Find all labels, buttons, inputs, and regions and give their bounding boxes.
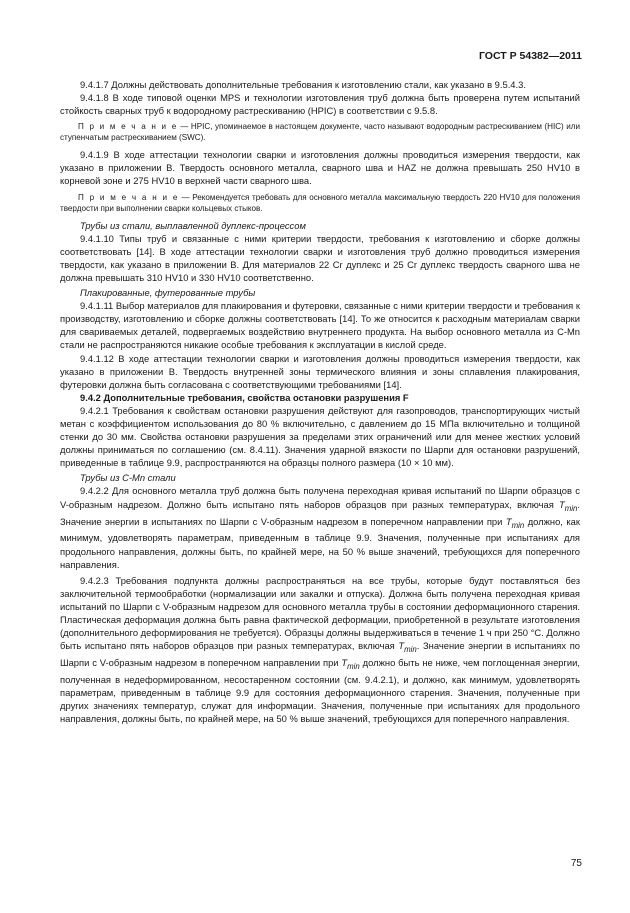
clause-9-4-1-10: 9.4.1.10 Типы труб и связанные с ними критерии твердости, требования к изготовлению и сборке должны соответствовать [14]. В ходе аттестации технологии сварки и изготовления труб должно проводиться измерения твердости, как указано в приложении B. Для материалов 22 Cr дуплекс и 25 Cr дуплекс твердость сварного шва не должна превышать 310 HV10 и 330 HV10 соответственно.	[60, 232, 580, 283]
text-run: . Значение энергии в испытаниях по Шарпи с V-образным надрезом в поперечном направлении при	[60, 498, 580, 527]
standard-header: ГОСТ Р 54382—2011	[478, 50, 582, 62]
text-run: . Значение энергии в испытаниях по Шарпи с V-образным надрезом в поперечном направлении при	[60, 640, 581, 669]
note-hardness	[60, 192, 580, 214]
clause-9-4-1-7: 9.4.1.7 Должны действовать дополнительные требования к изготовлению стали, как указано в 9.5.4.3.	[80, 79, 526, 90]
text-run: 9.4.2.2 Для основного металла труб должна быть получена переходная кривая испытаний по Шарпи образцов с V-образным надрезом. Должно быть испытано пять наборов образцов при разных температурах, включая	[60, 485, 580, 510]
clause-9-4-1-9: 9.4.1.9 В ходе аттестации технологии сварки и изготовления должны проводиться измерения твердости, как указано в приложении B. Твердость основного металла, сварного шва и HAZ не должна превышать 250 HV10 в корневой зоне и 275 HV10 в верхней части сварного шва.	[60, 149, 580, 187]
clause-9-4-1-12: 9.4.1.12 В ходе аттестации технологии сварки и изготовления должны проводиться измерения твердости, как указано в приложении B. Твердость внутренней зоны термического влияния и зоны сплавления плакирования, футеровки должна быть согласована с соответствующими требованиями [14].	[60, 352, 580, 390]
clause-9-4-2-2	[60, 484, 580, 570]
note-label: П р и м е ч а н и е	[78, 122, 178, 132]
section-heading-9-4-2: 9.4.2 Дополнительные требования, свойства остановки разрушения F	[80, 391, 409, 403]
clause-9-4-2-1: 9.4.2.1 Требования к свойствам остановки разрушения действуют для газопроводов, транспортирующих чистый метан с коэффициентом использования до 80 % включительно, с давлением до 15 МПа включительно и толщиной стенки до 30 мм. Свойства остановки разрушения за пределами этих ограничений или для менее жестких условий должны приниматься по соглашению (см. 8.4.11). Значения ударной вязкости по Шарпи для остановки разрушений, приведенные в таблице 9.9, распространяются на образцы полного размера (10 × 10 мм).	[60, 404, 580, 469]
page-number: 75	[570, 858, 582, 869]
text-run: должно, как минимум, удовлетворять параметрам, приведенным в таблице 9.9. Значения, полученные при испытаниях для продольного направления, должны быть, по крайней мере, на 50 % выше значений, требующихся для поперечного направления.	[60, 515, 580, 570]
subheading-cmn: Трубы из C-Mn стали	[80, 472, 176, 484]
tmin-symbol: $T_{min}$	[559, 498, 578, 513]
page-body	[60, 78, 580, 726]
tmin-symbol: $T_{min}$	[398, 640, 417, 655]
subheading-clad: Плакированные, футерованные трубы	[80, 287, 256, 299]
text-run: 9.4.2.3 Требования подпункта должны распространяться на все трубы, которые будут поставляться без заключительной термообработки (нормализации или закалки и отпуска). Должна быть получена переходная кривая испытаний по Шарпи с V-образным надрезом для основного металла трубы в состоянии деформационного старения. Пластическая деформация должна быть равна фактической деформации, приобретенной в результате изготовления (дополнительного деформирования не требуется). Образцы должны выдерживаться в течение 1 ч при 250 °C. Должно быть испытано пять наборов образцов при разных температурах, включая	[60, 574, 580, 652]
text-run: должно быть не ниже, чем поглощенная энергии, полученная в недеформированном, несостаренном состоянии (см. 9.4.2.1), и должно, как минимум, удовлетворять параметрам, приведенным в таблице 9.9 для состояния деформационного старения. Значения, полученные при других значениях температур, служат для информации. Значения, полученные при испытаниях для продольного направления, должны быть, по крайней мере, на 50 % выше значений, требующихся для поперечного направления.	[60, 657, 580, 725]
note-label: П р и м е ч а н и е	[78, 192, 179, 202]
clause-9-4-1-11: 9.4.1.11 Выбор материалов для плакирования и футеровки, связанные с ними критерии твердости и требования к производству, изготовлению и сборке должны соответствовать [14]. То же относится к расходным материалам сварки для свариваемых деталей, подвергаемых воздействию внутреннего продукта. На выбор основного металла из C-Mn стали не распространяются никакие особые требования к эксплуатации в кислой среде.	[60, 300, 580, 351]
tmin-symbol: $T_{min}$	[341, 657, 360, 672]
note-text: — HPIC, упоминаемое в настоящем документе, часто называют водородным растрескиванием (HIC) или ступенчатым растрескиванием (SWC).	[60, 122, 580, 143]
note-text: — Рекомендуется требовать для основного металла максимальную твердость 220 HV10 для положения твердости при выполнении сварки кольцевых стыков.	[60, 192, 580, 213]
tmin-symbol: $T_{min}$	[505, 515, 525, 530]
note-hpic	[60, 121, 580, 143]
subheading-duplex: Трубы из стали, выплавленной дуплекс-процессом	[80, 219, 306, 231]
clause-9-4-2-3	[60, 574, 580, 726]
clause-9-4-1-8: 9.4.1.8 В ходе типовой оценки MPS и технологии изготовления труб должна быть проверена путем испытаний стойкость сварных труб к водородному растрескиванию (HPIC) в соответствии с 9.5.8.	[60, 92, 580, 117]
